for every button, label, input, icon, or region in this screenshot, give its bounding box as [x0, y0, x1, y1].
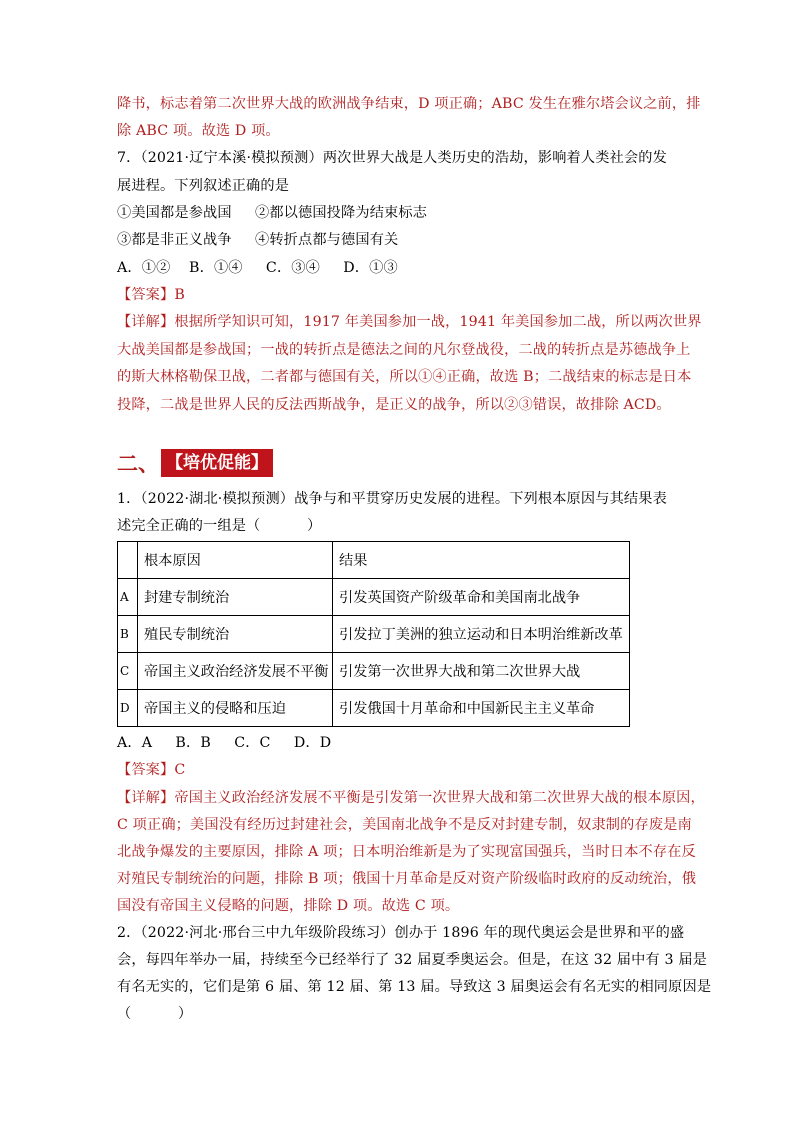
question-1-answer	[117, 760, 185, 780]
table-cell: 帝国主义的侵略和压迫	[138, 690, 333, 727]
question-2-stem-line-2: 会，每四年举办一届，持续至今已经举行了 32 届夏季奥运会。但是，在这 32 届中有 3 届是	[117, 952, 707, 968]
question-2-stem-line-3: 有名无实的，它们是第 6 届、第 12 届、第 13 届。导致这 3 届奥运会有名无实的相同原因是	[117, 979, 712, 995]
table-cell: B	[118, 616, 138, 653]
section-title-tag: 【培优促能】	[161, 449, 273, 477]
question-2-stem-line-4: （ ）	[117, 1006, 193, 1022]
explanation-tag: 【详解】	[117, 314, 175, 330]
question-7-explanation-line-4: 投降，二战是世界人民的反法西斯战争，是正义的战争，所以②③错误，故排除 ACD。	[117, 397, 671, 413]
table-cell: 引发拉丁美洲的独立运动和日本明治维新改革	[333, 616, 630, 653]
answer-value: C	[174, 762, 186, 778]
table-cell: 封建专制统治	[138, 579, 333, 616]
question-1-table	[117, 541, 630, 727]
question-7-explanation-line-1	[117, 312, 702, 332]
prev-explanation-line-1: 降书，标志着第二次世界大战的欧洲战争结束，D 项正确；ABC 发生在雅尔塔会议之前，排	[117, 96, 701, 112]
question-7-stem-line-2: 展进程。下列叙述正确的是	[117, 178, 290, 194]
answer-tag: 【答案】	[117, 287, 175, 303]
question-7-explanation-line-3: 的斯大林格勒保卫战，二者都与德国有关，所以①④正确，故选 B；二战结束的标志是日本	[117, 369, 692, 385]
question-7-statements-3-4: ③都是非正义战争 ④转折点都与德国有关	[117, 232, 399, 248]
table-cell: A	[118, 579, 138, 616]
explanation-tag: 【详解】	[117, 790, 175, 806]
question-1-explanation-line-2: C 项正确；美国没有经历过封建社会，美国南北战争不是反对封建专制，奴隶制的存废是南	[117, 817, 692, 833]
table-cell: 帝国主义政治经济发展不平衡	[138, 653, 333, 690]
question-1-choices: A．A B．B C．C D．D	[117, 735, 332, 751]
question-1-stem-line-1: 1．（2022·湖北·模拟预测）战争与和平贯穿历史发展的进程。下列根本原因与其结果表	[117, 491, 667, 507]
section-number: 二、	[117, 452, 159, 476]
question-1-explanation-line-4: 对殖民专制统治的问题，排除 B 项；俄国十月革命是反对资产阶级临时政府的反动统治，俄	[117, 871, 697, 887]
table-row	[118, 653, 630, 690]
table-cell: 引发第一次世界大战和第二次世界大战	[333, 653, 630, 690]
table-cell: C	[118, 653, 138, 690]
answer-value: B	[174, 287, 185, 303]
table-header-cell: 根本原因	[138, 542, 333, 579]
question-7-stem-line-1: 7．（2021·辽宁本溪·模拟预测）两次世界大战是人类历史的浩劫，影响着人类社会的发	[117, 150, 667, 166]
table-cell: 引发英国资产阶级革命和美国南北战争	[333, 579, 630, 616]
question-1-stem-line-2: 述完全正确的一组是（ ）	[117, 518, 322, 534]
explanation-text: 帝国主义政治经济发展不平衡是引发第一次世界大战和第二次世界大战的根本原因，	[174, 790, 705, 806]
table-cell: D	[118, 690, 138, 727]
answer-tag: 【答案】	[117, 762, 175, 778]
section-heading	[117, 448, 273, 478]
question-1-explanation-line-3: 北战争爆发的主要原因，排除 A 项；日本明治维新是为了实现富国强兵，当时日本不存在反	[117, 844, 696, 860]
table-row	[118, 616, 630, 653]
table-row	[118, 579, 630, 616]
table-cell: 殖民专制统治	[138, 616, 333, 653]
question-1-explanation-line-1	[117, 788, 705, 808]
question-7-statements-1-2: ①美国都是参战国 ②都以德国投降为结束标志	[117, 205, 428, 221]
question-2-stem-line-1: 2．（2022·河北·邢台三中九年级阶段练习）创办于 1896 年的现代奥运会是世界和平的盛	[117, 925, 685, 941]
question-7-answer	[117, 285, 185, 305]
question-7-explanation-line-2: 大战美国都是参战国；一战的转折点是德法之间的凡尔登战役，二战的转折点是苏德战争上	[117, 342, 691, 358]
explanation-text: 根据所学知识可知，1917 年美国参加一战，1941 年美国参加二战，所以两次世界	[174, 314, 702, 330]
prev-explanation-line-2: 除 ABC 项。故选 D 项。	[117, 123, 280, 139]
table-cell: 引发俄国十月革命和中国新民主主义革命	[333, 690, 630, 727]
table-header-cell: 结果	[333, 542, 630, 579]
table-header-cell	[118, 542, 138, 579]
table-header-row	[118, 542, 630, 579]
table-row	[118, 690, 630, 727]
question-7-choices: A．①② B．①④ C．③④ D．①③	[117, 260, 398, 276]
question-1-explanation-line-5: 国没有帝国主义侵略的问题，排除 D 项。故选 C 项。	[117, 898, 460, 914]
